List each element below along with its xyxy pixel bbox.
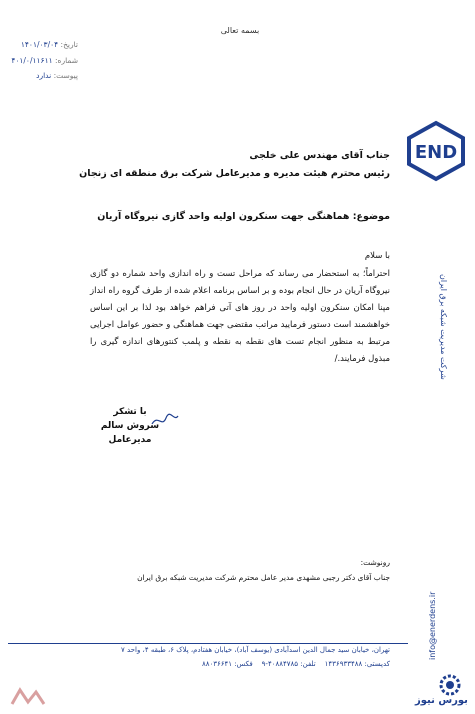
- signature-name: سروش سالم: [100, 421, 160, 431]
- attachment-label: پیوست:: [53, 71, 78, 80]
- footer-postal: کدپستی: ۱۴۳۶۹۳۳۴۸۸: [324, 660, 390, 668]
- number-label: شماره:: [55, 56, 78, 65]
- letter-subject: موضوع: هماهنگی جهت سنکرون اولیه واحد گازی نیروگاه آریان: [97, 211, 390, 222]
- svg-text:END: END: [414, 142, 458, 163]
- footer-address: تهران، خیابان سید جمال الدین اسدآبادی (یوسف آباد)، خیابان هفتادم، پلاک ۶، طبقه ۴، واحد ۷: [121, 646, 390, 654]
- date-value: ۱۴۰۱/۰۳/۰۴: [20, 40, 59, 49]
- bismillah: بسمه تعالی: [220, 26, 260, 35]
- company-name-vertical: شرکت مدیریت شبکه برق ایران: [439, 274, 448, 380]
- cc-recipient: جناب آقای دکتر رجبی مشهدی مدیر عامل محترم شرکت مدیریت شبکه برق ایران: [137, 573, 390, 582]
- date-field: [8, 40, 78, 49]
- signature-role: مدیرعامل: [108, 435, 152, 445]
- brand-name: بورس نیوز: [415, 695, 468, 706]
- footer-phone: تلفن: ۴۰۸۸۴۷۸۵-۹: [261, 660, 316, 668]
- footer-contacts: [202, 660, 390, 668]
- recipient-name: جناب آقای مهندس علی خلجی: [249, 150, 390, 161]
- signature-thanks: با تشکر: [113, 407, 147, 417]
- company-email: info@enerdens.ir: [428, 591, 437, 660]
- attachment-value: ندارد: [36, 71, 52, 80]
- recipient-title: رئیس محترم هیئت مدیره و مدیرعامل شرکت برق منطقه ای زنجان: [79, 168, 390, 179]
- number-value: ۴۰۱/۰/۱۱۶۱۱: [11, 56, 53, 65]
- date-label: تاریخ:: [60, 40, 78, 49]
- greeting: با سلام: [364, 251, 390, 261]
- signature-scribble-icon: [150, 410, 180, 430]
- letter-body: احتراماً؛ به استحضار می رساند که مراحل تست و راه اندازی واحد شماره دو گازی نیروگاه آریان در حال انجام بوده و بر اساس برنامه اعلام شده از طرف گروه راه انداز مپنا امکان سنکرون اولیه واحد در روز های آتی فراهم خواهد بود لذا بر این اساس خواهشمند است دستور فرمایید مراتب مقتضی جهت هماهنگی و حضور عوامل اجرایی مرتبط به منظور انجام تست های نقطه به نقطه و پلمب کنتورهای اندازه گیری را مبذول فرمایند./: [90, 269, 390, 364]
- cc-label: رونوشت:: [360, 558, 390, 567]
- number-field: [8, 56, 78, 65]
- footer-divider: [8, 643, 408, 644]
- attachment-field: [8, 71, 78, 80]
- company-logo-icon: [405, 120, 467, 182]
- footer-fax: فکس: ۸۸۰۳۶۶۴۱: [201, 660, 253, 668]
- watermark-icon: [8, 684, 48, 710]
